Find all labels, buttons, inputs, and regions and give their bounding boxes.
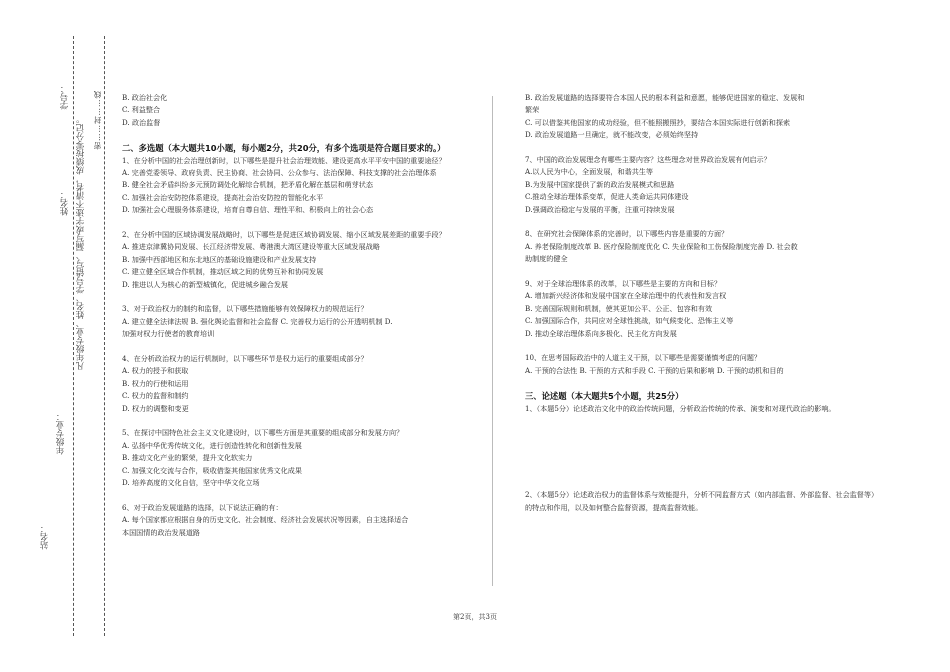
option-text: 加强对权力行使者的教育培训 [122,329,215,339]
right-column [525,92,881,514]
option-text: C. 可以借鉴其他国家的成功经验，但不能照搬照抄，要结合本国实际进行创新和探索 [525,117,791,127]
question-stem: 5、在探讨中国特色社会主义文化建设时，以下哪些方面是其重要的组成部分和发展方向？ [122,428,404,438]
option-text: C. 加强社会治安防控体系建设，提高社会治安防控的智能化水平 [122,192,324,202]
option-text: D. 培养高度的文化自信，坚守中华文化立场 [122,478,260,488]
option-text: A. 干预的合法性 B. 干预的方式和手段 C. 干预的后果和影响 D. 干预的动机和目的 [525,365,784,375]
option-text: C. 加强文化交流与合作，吸收借鉴其他国家优秀文化成果 [122,465,302,475]
major-label: 年级专业： [56,412,66,455]
question-stem: 9、对于全球治理体系的改革，以下哪些是主要的方向和目标？ [525,279,722,289]
school-label: 站名： [40,524,50,550]
section-title-essay: 三、论述题（本大题共5个小题，共25分） [525,390,684,401]
option-text: B. 加强中西部地区和东北地区的基础设施建设和产业发展支持 [122,254,317,264]
column-divider [492,96,493,586]
option-text: 繁荣 [525,105,540,115]
option-text: B. 健全社会矛盾纠纷多元预防调处化解综合机制，把矛盾化解在基层和萌芽状态 [122,180,373,190]
option-text: C. 加强国际合作，共同应对全球性挑战，如气候变化、恐怖主义等 [525,316,734,326]
option-text: D. 政治发展道路一旦确定，就不能改变，必须始终坚持 [525,130,699,140]
option-text: B. 完善国际规则和机制，使其更加公平、公正、包容和有效 [525,303,713,313]
option-text: A. 弘扬中华优秀传统文化，进行创造性转化和创新性发展 [122,440,302,450]
left-column [122,92,474,539]
option-text: B. 推动文化产业的繁荣，提升文化软实力 [122,453,253,463]
option-text: A. 每个国家都应根据自身的历史文化、社会制度、经济社会发展状况等因素，自主选择适合 [122,515,409,525]
page-number: 第2页，共3页 [453,613,497,621]
question-stem: 2、在分析中国的区域协调发展战略时，以下哪些是促进区域协调发展、缩小区域发展差距的重要手段？ [122,230,446,240]
question-stem: 7、中国的政治发展理念有哪些主要内容？这些理念对世界政治发展有何启示？ [525,155,771,165]
name-label: 姓名： [60,190,70,216]
question-stem: 10、在思考国际政治中的人道主义干预，以下哪些是需要谨慎考虑的问题？ [525,353,762,363]
option-text: B. 政治社会化 [122,93,168,102]
question-stem: 8、在研究社会保障体系的完善时，以下哪些内容是重要的方面？ [525,229,729,239]
option-text: B. 政治发展道路的选择要符合本国人民的根本利益和意愿，能够促进国家的稳定、发展和 [525,93,805,102]
warning-text: 凡年级专业、姓名、学号错写、漏写或字迹不清者，成绩按零分记。 [76,115,86,370]
answer-space [525,415,881,477]
option-text: A. 权力的授予和获取 [122,366,189,376]
fill-line [73,36,74,636]
essay-question: 2、（本题5分）论述政治权力的监督体系与效能提升，分析不同监督方式（如内部监督、外部监督、社会监督等）的特点和作用，以及如何整合监督资源，提高监督效能。 [525,490,879,512]
question-stem: 3、对于政治权力的制约和监督，以下哪些措施能够有效保障权力的规范运行？ [122,304,368,314]
section-title-multiple-choice: 二、多选题（本大题共10小题，每小题2分，共20分，有多个选项是符合题目要求的。） [122,142,446,153]
option-text: A. 推进京津冀协同发展、长江经济带发展、粤港澳大湾区建设等重大区域发展战略 [122,242,380,252]
option-text: D. 推进以人为核心的新型城镇化，促进城乡融合发展 [122,279,289,289]
option-text: C. 权力的监督和制约 [122,391,189,401]
option-text: D. 政治监督 [122,117,161,127]
option-text: A. 建立健全法律法规 B. 强化舆论监督和社会监督 C. 完善权力运行的公开透明机制 D. [122,316,393,326]
binding-strip [0,0,112,672]
option-text: B. 权力的行使和运用 [122,378,189,388]
question-stem: 6、对于政治发展道路的选择，以下说法正确的有： [122,502,283,512]
option-text: A. 完善党委领导、政府负责、民主协商、社会协同、公众参与、法治保障、科技支撑的社会治理体系 [122,168,437,178]
option-text: A. 养老保险制度改革 B. 医疗保险制度优化 C. 失业保险和工伤保险制度完善 D. 社会救 [525,241,798,251]
essay-question: 1、（本题5分）论述政治文化中的政治传统问题，分析政治传统的传承、演变和对现代政治的影响。 [525,403,836,413]
option-text: 助制度的健全 [525,254,568,264]
question-stem: 4、在分析政治权力的运行机制时，以下哪些环节是权力运行的重要组成部分？ [122,354,368,364]
option-text: D.强调政治稳定与发展的平衡，注重可持续发展 [525,204,675,214]
option-text: 本国国情的政治发展道路 [122,527,201,537]
seal-line-text: 密……封……线 [93,90,102,150]
option-text: A. 增加新兴经济体和发展中国家在全球治理中的代表性和发言权 [525,291,727,301]
seal-line [104,36,105,636]
option-text: D. 加强社会心理服务体系建设，培育自尊自信、理性平和、积极向上的社会心态 [122,205,374,215]
student-id-label: 学号： [60,84,70,110]
option-text: B.为发展中国家提供了新的政治发展模式和思路 [525,179,675,189]
option-text: C. 利益整合 [122,105,161,115]
option-text: C.推动全球治理体系变革，促进人类命运共同体建设 [525,192,689,202]
option-text: A.以人民为中心，全面发展，和谐共生等 [525,167,653,177]
question-stem: 1、在分析中国的社会治理创新时，以下哪些是提升社会治理效能、建设更高水平平安中国的重要途径？ [122,155,446,165]
option-text: D. 推动全球治理体系向多极化、民主化方向发展 [525,328,677,338]
option-text: C. 建立健全区域合作机制，推动区域之间的优势互补和协同发展 [122,267,324,277]
option-text: D. 权力的调整和变更 [122,403,189,413]
